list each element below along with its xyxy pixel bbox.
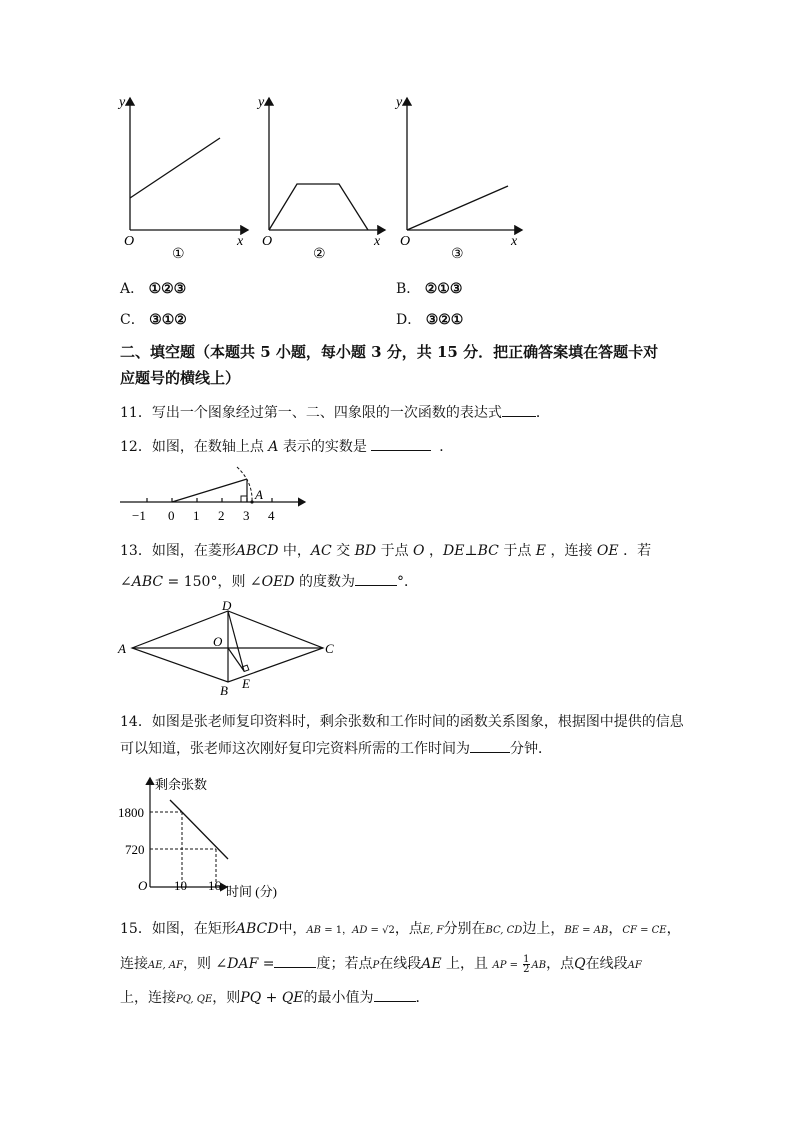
q13-oed: OED — [261, 574, 295, 590]
q15-text: 在线段 — [379, 956, 422, 972]
q13-perp: ⊥ — [464, 543, 478, 559]
graph-2-line — [269, 184, 368, 230]
q15-ab: AB — [306, 925, 322, 936]
question-14-line2 — [120, 738, 552, 758]
copy-graph-xlabel: 时间 (分) — [226, 884, 277, 899]
q15-text: 在线段 — [585, 956, 628, 972]
q15-text: ，则 ∠ — [183, 956, 228, 972]
tick-label-neg1: −1 — [132, 508, 146, 523]
q15-fraction-denominator: 2 — [523, 963, 530, 975]
q13-ac: AC — [310, 543, 332, 559]
copy-graph-y2: 720 — [125, 842, 145, 857]
q15-sqrt: √2 — [382, 925, 395, 936]
q15-text: 上，且 — [441, 956, 493, 972]
q13-bd: BD — [354, 543, 377, 559]
graph-1-line — [130, 138, 220, 198]
tick-label-2: 2 — [218, 508, 225, 523]
q11-answer-blank[interactable] — [502, 402, 536, 417]
graph-1 — [117, 95, 248, 262]
q15-p: P — [372, 960, 380, 971]
option-c[interactable] — [120, 309, 187, 329]
q15-text: 度；若点 — [316, 956, 373, 972]
copy-graph-y1: 1800 — [118, 805, 144, 820]
graph-1-x: x — [237, 234, 244, 249]
q14-text: 分钟． — [510, 741, 552, 757]
q15-text: 中， — [278, 921, 307, 937]
q15-text: 连接 — [120, 956, 148, 972]
q15-ad: AD — [352, 925, 368, 936]
q15-ce: CE — [651, 925, 667, 936]
option-b-letter: B． — [396, 281, 421, 297]
q13-text: 的度数为 — [294, 574, 356, 590]
q15-text: 上，连接 — [120, 990, 176, 1006]
q15-min-blank[interactable] — [374, 987, 416, 1002]
q13-answer-blank[interactable] — [355, 571, 397, 586]
q13-text: 于点 — [376, 543, 414, 559]
option-d[interactable] — [396, 309, 463, 329]
q15-abcd: ABCD — [235, 921, 279, 937]
question-12 — [120, 436, 453, 456]
q13-abcd: ABCD — [235, 543, 279, 559]
copy-graph-ylabel: 剩余张数 — [155, 777, 208, 792]
q12-answer-blank[interactable] — [371, 436, 431, 451]
q13-text: °． — [397, 574, 419, 590]
rhombus-label-b: B — [220, 683, 228, 698]
q15-ap: AP — [492, 960, 507, 971]
question-15-line2 — [120, 953, 642, 974]
tick-label-0: 0 — [168, 508, 175, 523]
q15-text: 边上， — [522, 921, 565, 937]
tick-label-1: 1 — [193, 508, 200, 523]
q15-text: ，点 — [546, 956, 575, 972]
tick-label-4: 4 — [268, 508, 275, 523]
copy-graph-o: O — [138, 878, 148, 893]
q15-ab: AB — [593, 925, 609, 936]
q15-cf: CF — [622, 925, 637, 936]
q13-text: = 150°，则 ∠ — [163, 574, 262, 590]
q15-daf: DAF — [227, 956, 259, 972]
question-13-line1 — [120, 540, 651, 560]
option-d-value: ③②① — [425, 312, 464, 328]
q12-point: A — [268, 439, 279, 455]
option-b-value: ②①③ — [424, 281, 463, 297]
q15-text: ． — [415, 990, 430, 1006]
q15-ab: AB — [531, 960, 547, 971]
option-a-value: ①②③ — [148, 281, 187, 297]
graph-2-label: ② — [313, 247, 326, 262]
question-15-line1 — [120, 918, 681, 938]
graph-1-o: O — [124, 234, 135, 249]
q12-text-a: 12．如图，在数轴上点 — [120, 439, 269, 455]
graph-3-y: y — [396, 95, 403, 110]
copy-graph-x2: 16 — [208, 878, 221, 893]
q13-e: E — [535, 543, 547, 559]
question-11 — [120, 402, 550, 422]
graph-1-y: y — [119, 95, 126, 110]
copy-graph-figure — [115, 772, 315, 902]
graph-3-line — [407, 186, 508, 230]
section-heading-line1: 二、填空题（本题共 5 小题，每小题 3 分，共 15 分．把正确答案填在答题卡对 — [120, 343, 659, 361]
q15-text: 分别在 — [443, 921, 486, 937]
q15-text: ， — [666, 921, 681, 937]
option-d-letter: D． — [396, 312, 422, 328]
q15-text: = — [578, 925, 594, 936]
tick-label-3: 3 — [243, 508, 250, 523]
q15-aeaf: AE, AF — [148, 960, 184, 971]
q13-text: ，连接 — [546, 543, 597, 559]
q15-ae: AE — [421, 956, 442, 972]
q15-text: 的最小值为 — [303, 990, 374, 1006]
q15-ef: E, F — [422, 925, 444, 936]
question-15-line3 — [120, 987, 430, 1007]
q13-text: 中， — [278, 543, 311, 559]
q13-bc: BC — [477, 543, 499, 559]
q12-end: ． — [439, 439, 454, 455]
q15-bccd: BC, CD — [485, 925, 523, 936]
q13-text: ．若 — [618, 543, 652, 559]
question-13-line2 — [120, 571, 418, 591]
q13-text: ， — [424, 543, 443, 559]
q15-text: = 1， — [321, 925, 353, 936]
graph-2-x: x — [374, 234, 381, 249]
q15-text: ，则 — [212, 990, 241, 1006]
q15-fraction-numerator: 1 — [523, 953, 530, 965]
q13-o: O — [413, 543, 425, 559]
rhombus-label-d: D — [222, 598, 232, 613]
q13-angle: ∠ — [120, 574, 132, 590]
option-a[interactable] — [120, 278, 186, 298]
q13-de: DE — [442, 543, 465, 559]
q15-angle-blank[interactable] — [274, 953, 316, 968]
q15-text: = — [258, 956, 275, 972]
q15-be: BE — [564, 925, 579, 936]
option-a-letter: A． — [120, 281, 145, 297]
q15-q: Q — [574, 956, 586, 972]
graph-1-label: ① — [172, 247, 185, 262]
graph-2-y: y — [258, 95, 265, 110]
q15-text: 15．如图，在矩形 — [120, 921, 236, 937]
q15-text: ， — [608, 921, 623, 937]
q11-text: 11．写出一个图象经过第一、二、四象限的一次函数的表达式 — [120, 405, 502, 421]
graph-3 — [394, 95, 522, 262]
q15-expr: PQ + QE — [240, 990, 304, 1006]
graph-2-o: O — [262, 234, 273, 249]
q15-text: = — [506, 960, 522, 971]
option-c-letter: C． — [120, 312, 145, 328]
q15-text: = — [367, 925, 383, 936]
q14-answer-blank[interactable] — [470, 738, 510, 753]
q15-pqqe: PQ, QE — [176, 994, 213, 1005]
graph-3-label: ③ — [451, 247, 464, 262]
function-graphs — [110, 88, 530, 263]
q13-oe: OE — [596, 543, 619, 559]
rhombus-label-c: C — [325, 641, 334, 656]
q13-text: 交 — [331, 543, 355, 559]
rhombus-label-a: A — [118, 641, 126, 656]
q15-fraction — [523, 955, 529, 974]
number-line-figure — [115, 462, 315, 524]
q15-text: = — [636, 925, 652, 936]
rhombus-label-o: O — [213, 634, 223, 649]
q12-text-b: 表示的实数是 — [278, 439, 372, 455]
rhombus-label-e: E — [242, 676, 250, 691]
q12-label-a: A — [255, 487, 263, 502]
q14-text: 可以知道，张老师这次刚好复印完资料所需的工作时间为 — [120, 741, 470, 757]
graph-3-x: x — [511, 234, 518, 249]
q13-abc: ABC — [131, 574, 164, 590]
q15-text: ，点 — [394, 921, 423, 937]
q15-af: AF — [627, 960, 642, 971]
question-14-line1: 14．如图是张老师复印资料时，剩余张数和工作时间的函数关系图象，根据图中提供的信息 — [120, 714, 684, 730]
graph-2 — [256, 95, 385, 262]
q13-text: 13．如图，在菱形 — [120, 543, 236, 559]
q13-text: 于点 — [498, 543, 536, 559]
rhombus-figure — [115, 598, 345, 698]
graph-3-o: O — [400, 234, 411, 249]
q11-end: ． — [535, 405, 550, 421]
section-heading-line2: 应题号的横线上） — [120, 369, 241, 387]
copy-graph-x1: 10 — [174, 878, 187, 893]
option-c-value: ③①② — [149, 312, 187, 328]
option-b[interactable] — [396, 278, 462, 298]
